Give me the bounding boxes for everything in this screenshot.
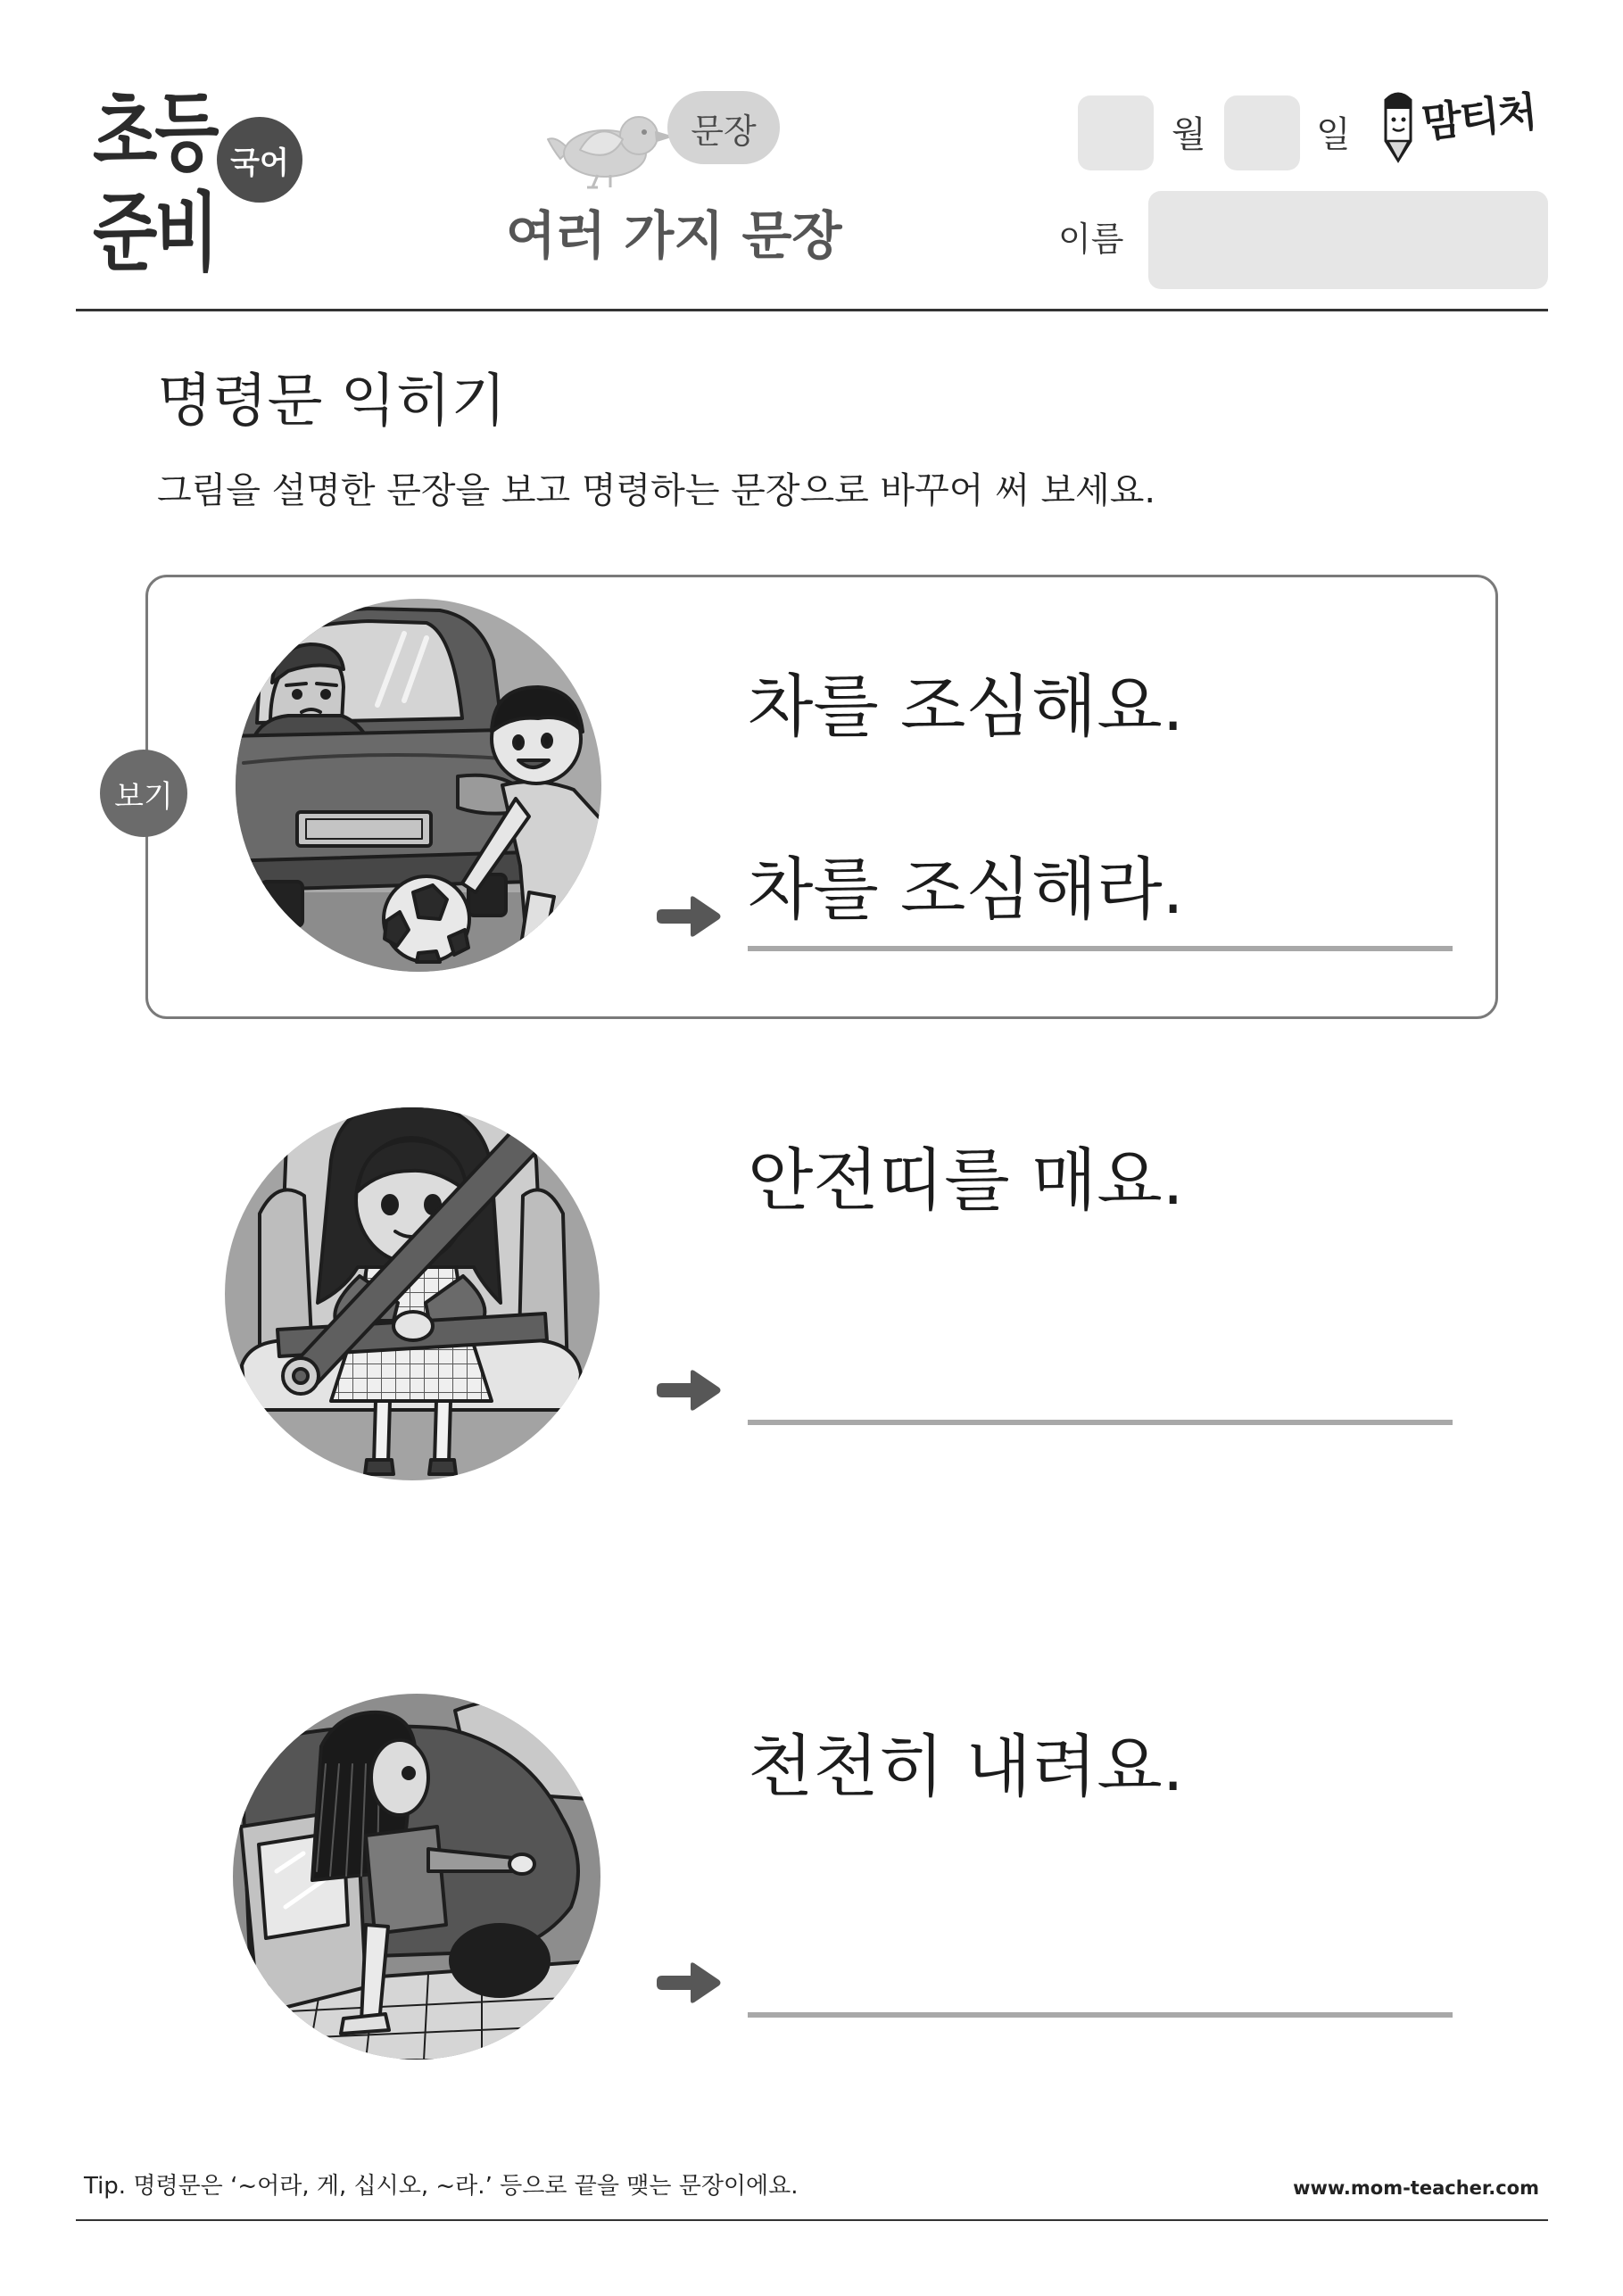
exercise-sentence-1: 안전띠를 매요. bbox=[748, 1140, 1184, 1220]
seatbelt-girl-illustration bbox=[224, 1107, 601, 1481]
answer-input-2[interactable] bbox=[748, 1905, 1453, 2018]
topic-badge: 문장 bbox=[667, 91, 780, 164]
example-badge: 보기 bbox=[100, 750, 187, 837]
exercise-row-1 bbox=[145, 1071, 1498, 1517]
brand-logo: 맘티처 bbox=[1420, 87, 1538, 147]
day-input[interactable] bbox=[1224, 95, 1300, 170]
website-link[interactable]: www.mom-teacher.com bbox=[1293, 2177, 1539, 2199]
arrow-right-icon bbox=[657, 1369, 722, 1412]
month-label: 월 bbox=[1172, 114, 1206, 155]
series-logo-line2: 준비 bbox=[93, 183, 217, 283]
worksheet-title: 여러 가지 문장 bbox=[506, 205, 842, 266]
name-label: 이름 bbox=[1058, 220, 1124, 259]
instruction-text: 그림을 설명한 문장을 보고 명령하는 문장으로 바꾸어 써 보세요. bbox=[157, 470, 1156, 511]
section-title: 명령문 익히기 bbox=[157, 369, 507, 435]
car-and-boy-illustration bbox=[235, 598, 602, 973]
worksheet-footer bbox=[0, 2159, 1623, 2231]
subject-badge: 국어 bbox=[217, 117, 302, 203]
name-input[interactable] bbox=[1148, 191, 1548, 289]
answer-input-1[interactable] bbox=[748, 1313, 1453, 1425]
arrow-right-icon bbox=[657, 1961, 722, 2004]
day-label: 일 bbox=[1316, 114, 1351, 155]
exercise-sentence-2: 천천히 내려요. bbox=[748, 1727, 1184, 1806]
girl-exiting-car-illustration bbox=[232, 1693, 601, 2060]
exercise-row-2 bbox=[145, 1660, 1498, 2079]
header-divider bbox=[76, 309, 1548, 311]
arrow-right-icon bbox=[657, 895, 722, 938]
series-logo-line1: 초등 bbox=[93, 83, 217, 183]
section-intro bbox=[0, 357, 1623, 526]
footer-divider bbox=[76, 2219, 1548, 2221]
worksheet-header bbox=[0, 0, 1623, 312]
example-sentence: 차를 조심해요. bbox=[748, 667, 1184, 746]
month-input[interactable] bbox=[1078, 95, 1154, 170]
pencil-mascot-icon bbox=[1379, 87, 1419, 163]
bird-icon bbox=[546, 100, 680, 189]
series-logo bbox=[93, 83, 307, 291]
tip-text: Tip. 명령문은 ‘~어라, 게, 십시오, ~라.’ 등으로 끝을 맺는 문장이에요. bbox=[84, 2173, 799, 2200]
example-box bbox=[114, 575, 1498, 1019]
example-answer: 차를 조심해라. bbox=[748, 839, 1453, 951]
